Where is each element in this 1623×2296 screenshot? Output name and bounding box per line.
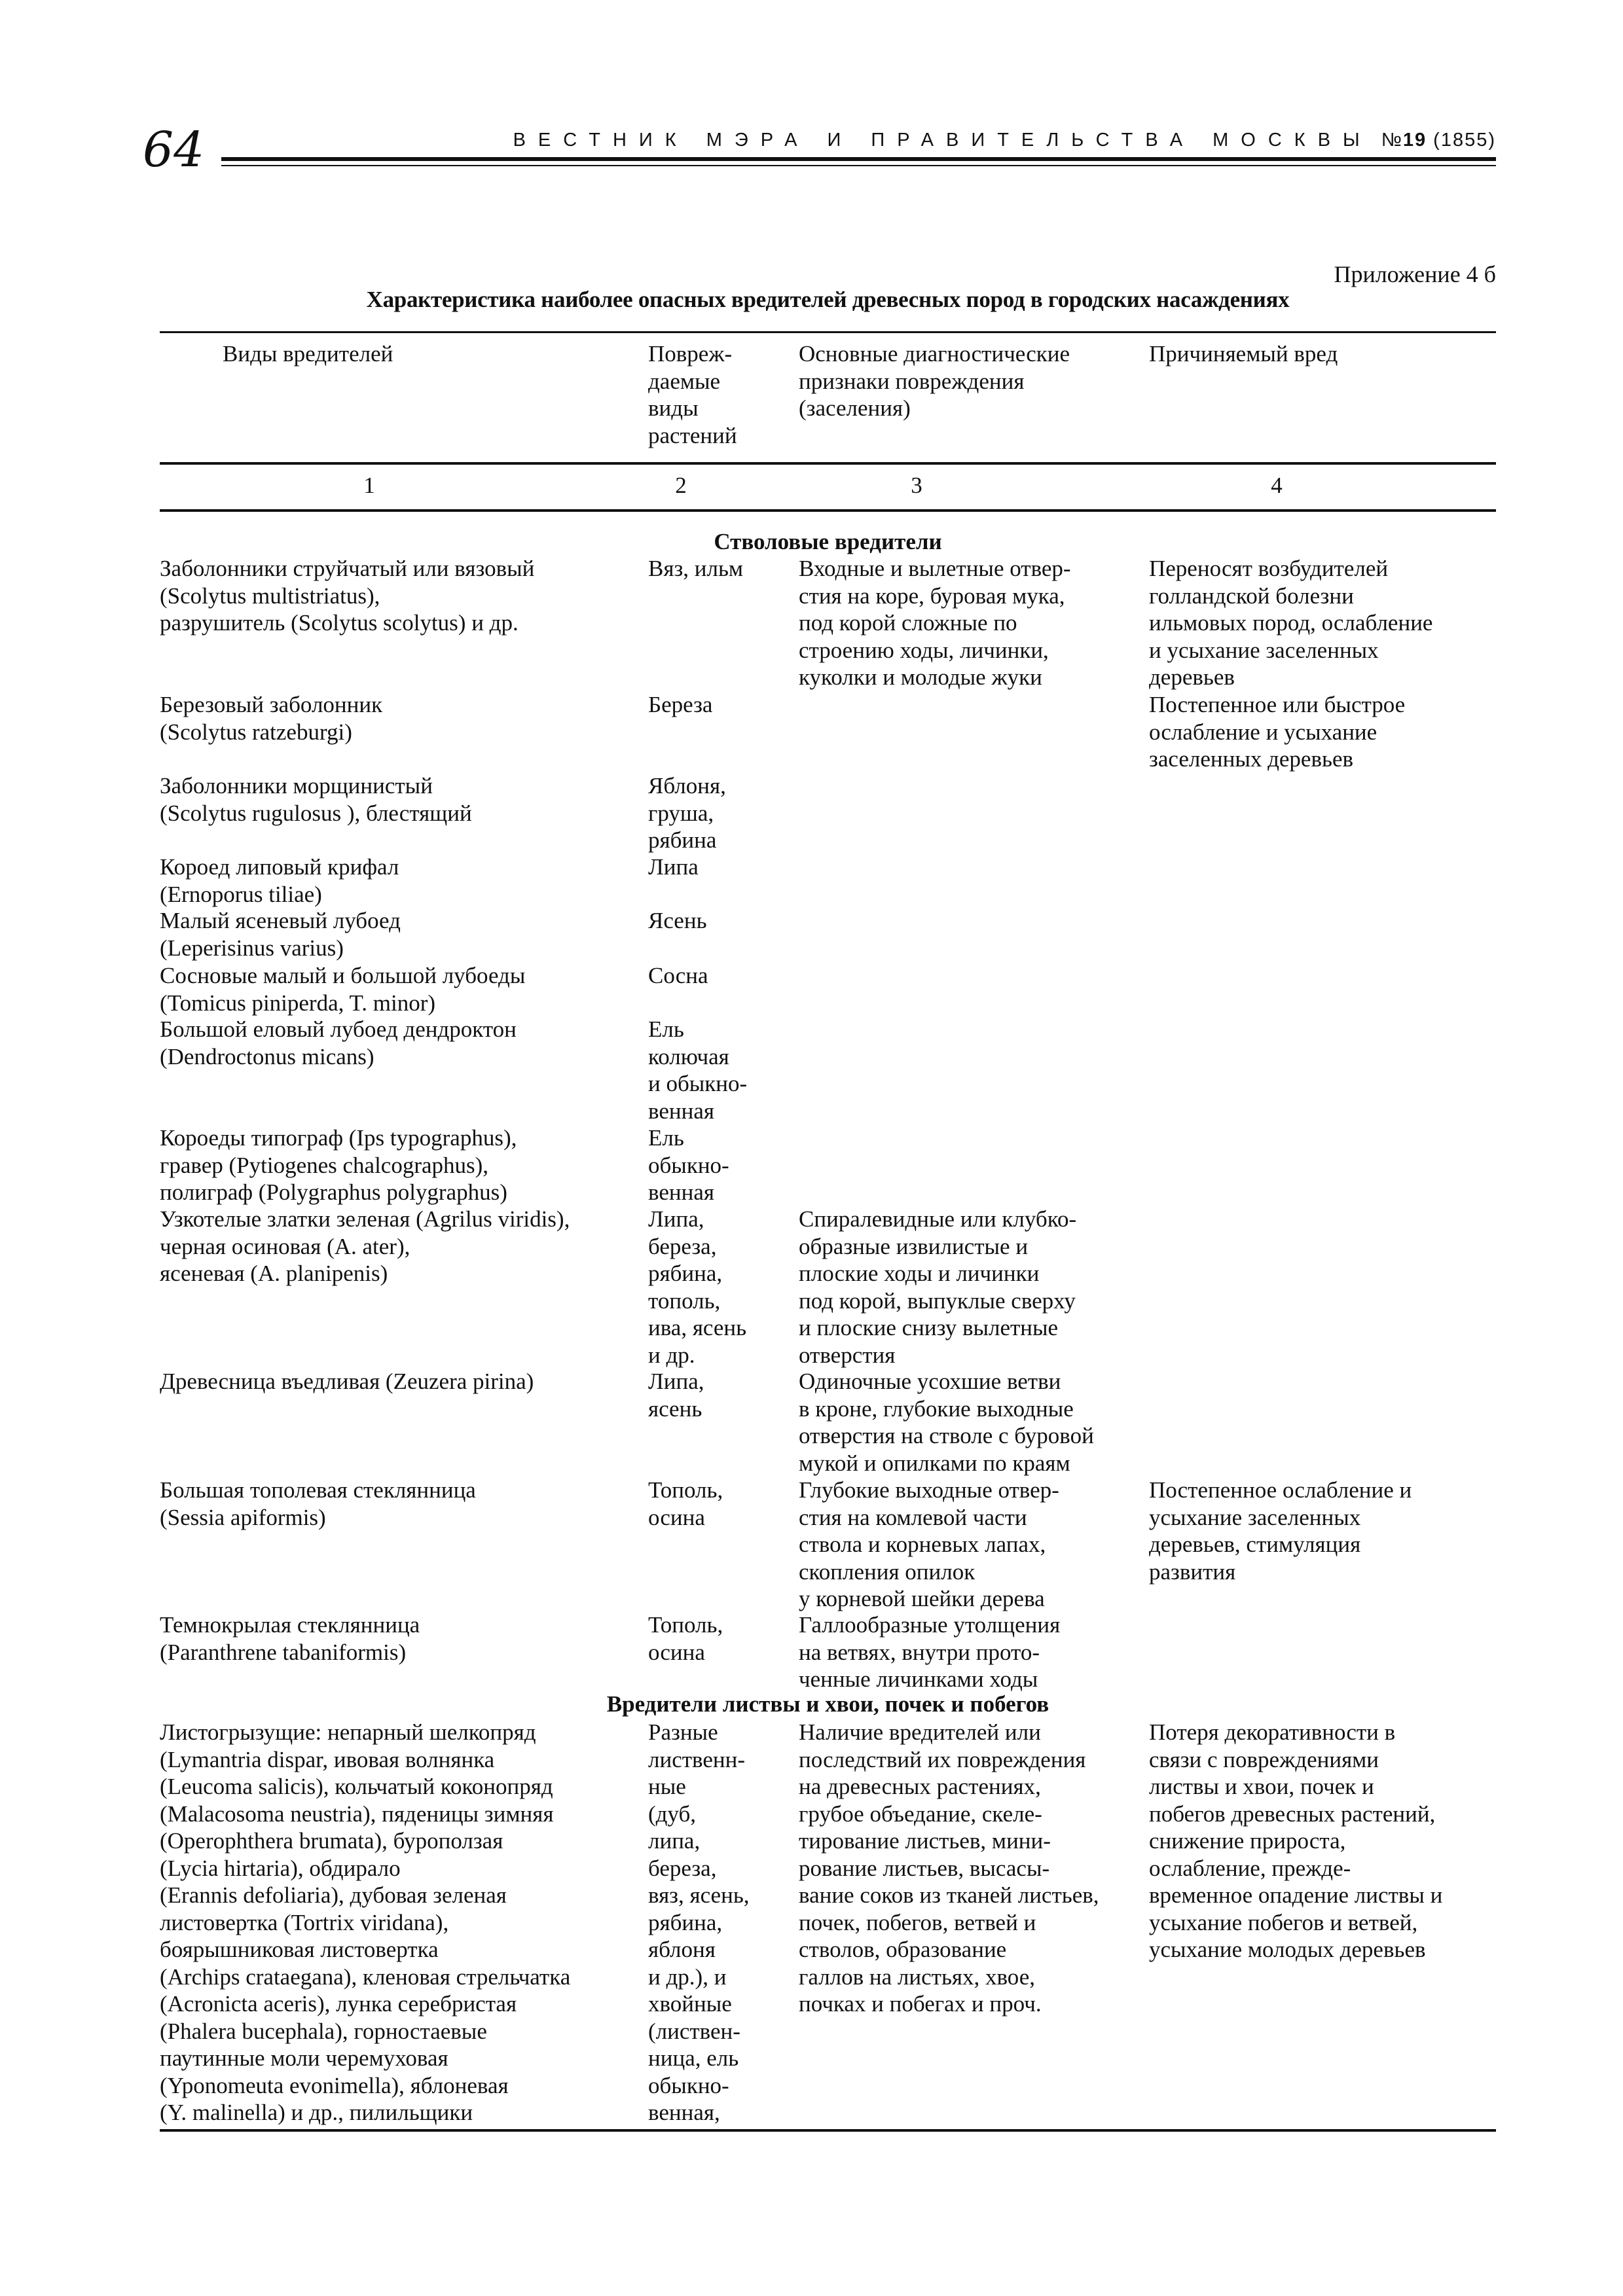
journal-title: ВЕСТНИК МЭРА И ПРАВИТЕЛЬСТВА МОСКВЫ [513, 130, 1372, 151]
pest-cell: Темнокрылая стеклянница (Paranthrene tabaniformis) [160, 1612, 420, 1665]
plants-cell: Ясень [648, 908, 707, 933]
pest-cell: Сосновые малый и большой лубоеды (Tomicus piniperda, T. minor) [160, 963, 526, 1016]
harm-cell: Потеря декоративности в связи с повреждениями листвы и хвои, почек и побегов древесных растений, снижение прироста, ослабление, прежде- временное опадение листвы и усыхание побегов и ветвей, усыхание молодых деревьев [1149, 1719, 1443, 1962]
col-number-4: 4 [1271, 473, 1283, 498]
plants-cell: Липа, береза, рябина, тополь, ива, ясень и др. [648, 1206, 747, 1368]
pest-cell: Березовый заболонник (Scolytus ratzeburgi) [160, 692, 383, 745]
harm-cell: Переносят возбудителей голландской болезни ильмовых пород, ослабление и усыхание заселенных деревьев [1149, 556, 1433, 690]
col-header-pests: Виды вредителей [223, 341, 393, 367]
signs-cell: Глубокие выходные отвер- стия на комлевой части ствола и корневых лапах, скопления опилок у корневой шейки дерева [799, 1477, 1059, 1611]
signs-cell: Спиралевидные или клубко- образные извилистые и плоские ходы и личинки под корой, выпуклые сверху и плоские снизу вылетные отверстия [799, 1206, 1077, 1368]
plants-cell: Тополь, осина [648, 1477, 723, 1530]
col-header-plants: Повреж- даемые виды растений [648, 341, 737, 448]
table-title: Характеристика наиболее опасных вредителей древесных пород в городских насаждениях [366, 287, 1290, 312]
pest-cell: Короед липовый крифал (Ernoporus tiliae) [160, 854, 399, 907]
signs-cell: Одиночные усохшие ветви в кроне, глубокие выходные отверстия на стволе с буровой мукой и опилками по краям [799, 1369, 1094, 1476]
plants-cell: Береза [648, 692, 713, 717]
issue-info [1381, 130, 1496, 151]
pest-cell: Малый ясеневый лубоед (Leperisinus varius) [160, 908, 401, 961]
plants-cell: Липа [648, 854, 699, 880]
pest-cell: Древесница въедливая (Zeuzera pirina) [160, 1369, 534, 1394]
signs-cell: Входные и вылетные отвер- стия на коре, буровая мука, под корой сложные по строению ходы, личинки, куколки и молодые жуки [799, 556, 1071, 690]
plants-cell: Липа, ясень [648, 1369, 704, 1422]
plants-cell: Сосна [648, 963, 708, 988]
plants-cell: Вяз, ильм [648, 556, 744, 581]
section-title-leaf-pests: Вредители листвы и хвои, почек и побегов [606, 1691, 1049, 1717]
plants-cell: Тополь, осина [648, 1612, 723, 1665]
journal-header [513, 130, 1496, 151]
page-number: 64 [143, 122, 205, 178]
pest-cell: Узкотелые златки зеленая (Agrilus viridis), черная осиновая (A. ater), ясеневая (A. planipenis) [160, 1206, 570, 1286]
col-number-2: 2 [675, 473, 687, 498]
col-header-harm: Причиняемый вред [1149, 341, 1338, 367]
pest-cell: Заболонники струйчатый или вязовый (Scolytus multistriatus), разрушитель (Scolytus scolytus) и др. [160, 556, 535, 636]
pest-cell: Листогрызущие: непарный шелкопряд (Lymantria dispar, ивовая волнянка (Leucoma salicis), кольчатый коконопряд (Malacosoma neustria), пяденицы зимняя (Operophthera brumata), буроползая (Lycia hirtaria), обдирало (Erannis defoliaria), дубовая зеленая листовертка (Tortrix viridana), боярышниковая листовертка (Archips crataegana), кленовая стрельчатка (Acronicta aceris), лунка серебристая (Phalera bucephala), горностаевые паутинные моли черемуховая (Yponomeuta evonimella), яблоневая (Y. malinella) и др., пилильщики [160, 1719, 571, 2125]
appendix-label: Приложение 4 б [1334, 261, 1496, 287]
issue-number: 19 [1402, 130, 1427, 151]
pest-cell: Большая тополевая стеклянница (Sessia apiformis) [160, 1477, 476, 1530]
issue-prefix: № [1381, 130, 1403, 151]
table-top-rule [160, 331, 1496, 333]
harm-cell: Постепенное или быстрое ослабление и усыхание заселенных деревьев [1149, 692, 1406, 772]
harm-cell: Постепенное ослабление и усыхание заселенных деревьев, стимуляция развития [1149, 1477, 1412, 1585]
pest-cell: Большой еловый лубоед дендроктон (Dendroctonus micans) [160, 1016, 517, 1069]
section-title-stem-pests: Стволовые вредители [714, 529, 942, 554]
plants-cell: Ель колючая и обыкно- венная [648, 1016, 748, 1124]
plants-cell: Яблоня, груша, рябина [648, 773, 726, 853]
numbers-bottom-rule [160, 509, 1496, 512]
header-rule-thick [221, 157, 1496, 161]
plants-cell: Разные лиственн- ные (дуб, липа, береза, вяз, ясень, рябина, яблоня и др.), и хвойные (листвен- ница, ель обыкно- венная, [648, 1719, 750, 2125]
col-number-3: 3 [911, 473, 922, 498]
table-bottom-rule [160, 2129, 1496, 2132]
signs-cell: Галлообразные утолщения на ветвях, внутри прото- ченные личинками ходы [799, 1612, 1061, 1692]
pest-cell: Заболонники морщинистый (Scolytus rugulosus ), блестящий [160, 773, 472, 826]
col-number-1: 1 [363, 473, 375, 498]
header-bottom-rule [160, 462, 1496, 465]
header-rule-thin [221, 165, 1496, 166]
pest-cell: Короеды типограф (Ips typographus), гравер (Pytiogenes chalcographus), полиграф (Polygraphus polygraphus) [160, 1125, 517, 1205]
issue-code: (1855) [1433, 130, 1496, 151]
signs-cell: Наличие вредителей или последствий их повреждения на древесных растениях, грубое объедание, скеле- тирование листьев, мини- рование листьев, высасы- вание соков из тканей листьев, почек, побегов, ветвей и стволов, образование галлов на листьях, хвое, почках и побегах и проч. [799, 1719, 1099, 2017]
plants-cell: Ель обыкно- венная [648, 1125, 729, 1205]
col-header-signs: Основные диагностические признаки повреждения (заселения) [799, 341, 1070, 421]
